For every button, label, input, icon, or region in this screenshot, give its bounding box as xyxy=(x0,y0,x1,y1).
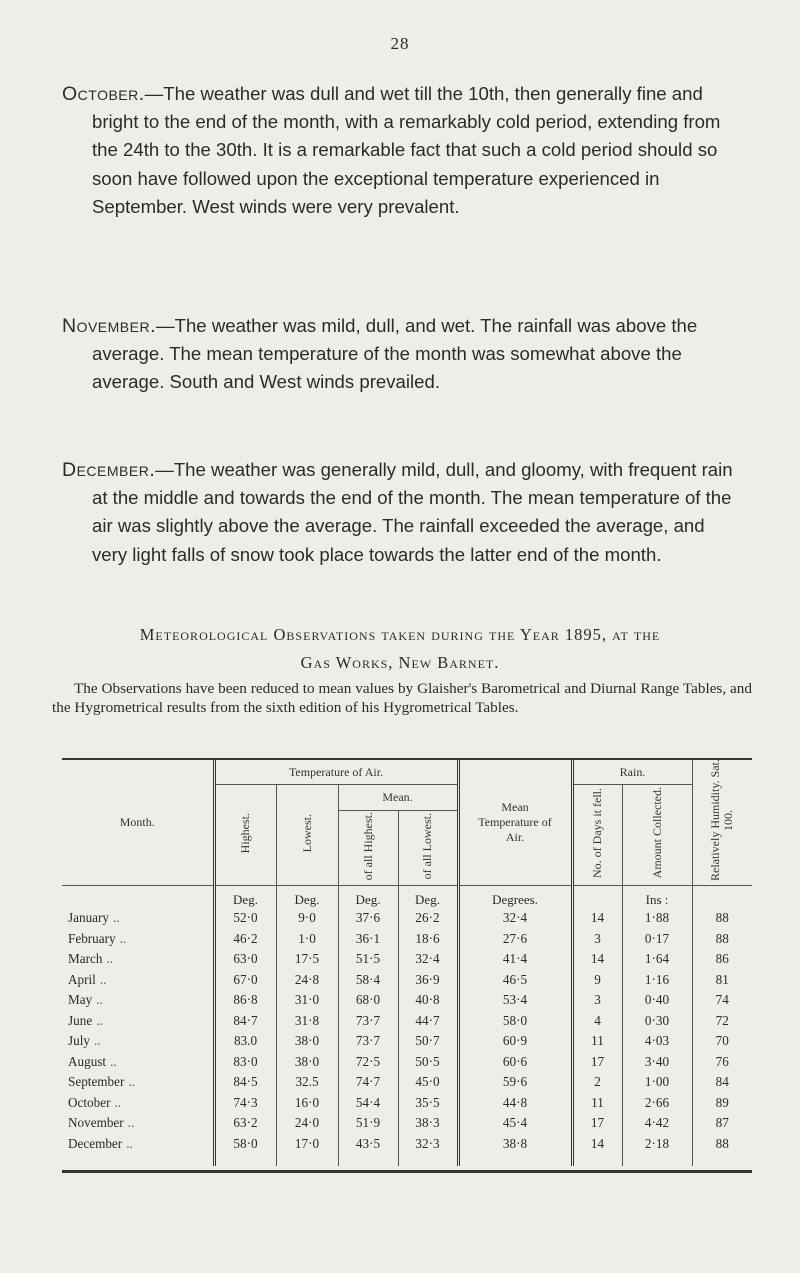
table-bottom-rule xyxy=(62,1170,752,1173)
rain-amount-cell: 2·18 xyxy=(622,1134,692,1155)
humidity-cell: 88 xyxy=(692,908,752,929)
paragraph-heading: October. xyxy=(62,83,145,105)
lowest-cell: 38·0 xyxy=(276,1052,338,1073)
lowest-cell: 1·0 xyxy=(276,929,338,950)
table-row xyxy=(62,1072,752,1093)
month-name: June xyxy=(68,1012,93,1028)
lowest-cell: 31·0 xyxy=(276,990,338,1011)
rain-days-cell: 11 xyxy=(572,1031,622,1052)
month-name: May xyxy=(68,992,93,1008)
table-row xyxy=(62,949,752,970)
mean-temp-cell: 58·0 xyxy=(458,1011,572,1032)
rain-days-cell: 3 xyxy=(572,990,622,1011)
humidity-cell: 72 xyxy=(692,1011,752,1032)
leader-dots: .. xyxy=(96,1012,103,1028)
humidity-cell: 88 xyxy=(692,1134,752,1155)
table-row xyxy=(62,1093,752,1114)
month-cell xyxy=(62,1093,214,1114)
unit-cell: Deg. xyxy=(338,886,398,909)
month-cell xyxy=(62,1011,214,1032)
table-row xyxy=(62,1052,752,1073)
paragraph-december xyxy=(62,456,744,569)
table-row xyxy=(62,1031,752,1052)
table-row xyxy=(62,929,752,950)
rain-days-cell: 14 xyxy=(572,1134,622,1155)
lowest-cell: 16·0 xyxy=(276,1093,338,1114)
leader-dots: .. xyxy=(113,910,120,926)
rain-amount-cell: 1·16 xyxy=(622,970,692,991)
mean-temp-cell: 45·4 xyxy=(458,1113,572,1134)
header-mean-temperature: Mean Temperature of Air. xyxy=(458,760,572,886)
rain-days-cell: 9 xyxy=(572,970,622,991)
mean-temp-cell: 60·6 xyxy=(458,1052,572,1073)
observations-title-line: Meteorological Observations taken during the Year 1895, at the xyxy=(139,625,661,644)
paragraph-october xyxy=(62,80,744,221)
month-name: November xyxy=(68,1115,124,1131)
padding-cell xyxy=(572,1154,622,1166)
mean-lowest-cell: 50·5 xyxy=(398,1052,458,1073)
mean-highest-cell: 74·7 xyxy=(338,1072,398,1093)
lowest-cell: 17·0 xyxy=(276,1134,338,1155)
mean-temp-cell: 59·6 xyxy=(458,1072,572,1093)
leader-dots: .. xyxy=(106,951,114,967)
lowest-cell: 31·8 xyxy=(276,1011,338,1032)
month-cell xyxy=(62,990,214,1011)
rain-amount-cell: 1·88 xyxy=(622,908,692,929)
header-highest: Highest. xyxy=(214,785,276,886)
highest-cell: 63·0 xyxy=(214,949,276,970)
humidity-cell: 89 xyxy=(692,1093,752,1114)
leader-dots: .. xyxy=(110,1053,117,1069)
rain-amount-cell: 4·03 xyxy=(622,1031,692,1052)
unit-cell: Deg. xyxy=(276,886,338,909)
header-month: Month. xyxy=(119,815,155,829)
month-cell xyxy=(62,1113,214,1134)
leader-dots: .. xyxy=(119,930,127,946)
month-name: February xyxy=(68,930,116,946)
mean-temp-cell: 60·9 xyxy=(458,1031,572,1052)
highest-cell: 67·0 xyxy=(214,970,276,991)
table-padding-row xyxy=(62,1154,752,1166)
paragraph-body: —The weather was dull and wet till the 10th, then generally fine and bright to the end of the month, with a remarkably cold period, extending from the 24th to the 30th. It is a remarkable fact that such a cold period should so soon have followed upon the exceptional temperature experienced in September. West winds were very prevalent. xyxy=(92,83,721,217)
observations-note: The Observations have been reduced to mean values by Glaisher's Barometrical and Diurnal Range Tables, and the Hygrometrical results from the sixth edition of his Hygrometrical Tables. xyxy=(52,680,752,716)
rain-days-cell: 14 xyxy=(572,908,622,929)
lowest-cell: 38·0 xyxy=(276,1031,338,1052)
humidity-cell: 81 xyxy=(692,970,752,991)
humidity-cell: 87 xyxy=(692,1113,752,1134)
mean-highest-cell: 68·0 xyxy=(338,990,398,1011)
month-cell xyxy=(62,1031,214,1052)
lowest-cell: 32.5 xyxy=(276,1072,338,1093)
leader-dots: .. xyxy=(128,1074,135,1090)
lowest-cell: 9·0 xyxy=(276,908,338,929)
leader-dots: .. xyxy=(99,971,107,987)
humidity-cell: 86 xyxy=(692,949,752,970)
unit-cell xyxy=(572,886,622,909)
mean-lowest-cell: 26·2 xyxy=(398,908,458,929)
lowest-cell: 24·8 xyxy=(276,970,338,991)
month-name: January xyxy=(68,910,110,926)
highest-cell: 84·7 xyxy=(214,1011,276,1032)
header-mean-lowest: of all Lowest. xyxy=(398,810,458,885)
rain-days-cell: 11 xyxy=(572,1093,622,1114)
highest-cell: 86·8 xyxy=(214,990,276,1011)
month-name: April xyxy=(68,971,96,987)
humidity-cell: 70 xyxy=(692,1031,752,1052)
padding-cell xyxy=(622,1154,692,1166)
highest-cell: 46·2 xyxy=(214,929,276,950)
mean-lowest-cell: 38·3 xyxy=(398,1113,458,1134)
mean-highest-cell: 73·7 xyxy=(338,1031,398,1052)
mean-temp-cell: 27·6 xyxy=(458,929,572,950)
mean-temp-cell: 44·8 xyxy=(458,1093,572,1114)
highest-cell: 83.0 xyxy=(214,1031,276,1052)
meteorological-table xyxy=(62,758,752,1173)
mean-lowest-cell: 44·7 xyxy=(398,1011,458,1032)
rain-amount-cell: 2·66 xyxy=(622,1093,692,1114)
rain-days-cell: 17 xyxy=(572,1052,622,1073)
month-cell xyxy=(62,970,214,991)
month-name: July xyxy=(68,1033,90,1049)
mean-highest-cell: 36·1 xyxy=(338,929,398,950)
table-row xyxy=(62,1113,752,1134)
paragraph-november xyxy=(62,312,744,397)
rain-amount-cell: 0·40 xyxy=(622,990,692,1011)
paragraph-heading: December. xyxy=(62,459,156,481)
leader-dots: .. xyxy=(114,1094,122,1110)
month-cell xyxy=(62,949,214,970)
table-row xyxy=(62,1134,752,1155)
header-mean-highest: of all Highest. xyxy=(338,810,398,885)
unit-cell xyxy=(692,886,752,909)
month-cell xyxy=(62,929,214,950)
unit-cell: Deg. xyxy=(398,886,458,909)
month-name: September xyxy=(68,1074,125,1090)
highest-cell: 84·5 xyxy=(214,1072,276,1093)
rain-amount-cell: 4·42 xyxy=(622,1113,692,1134)
mean-highest-cell: 51·9 xyxy=(338,1113,398,1134)
units-row xyxy=(62,886,752,909)
month-name: December xyxy=(68,1135,123,1151)
mean-lowest-cell: 18·6 xyxy=(398,929,458,950)
mean-highest-cell: 72·5 xyxy=(338,1052,398,1073)
mean-lowest-cell: 32·3 xyxy=(398,1134,458,1155)
mean-highest-cell: 51·5 xyxy=(338,949,398,970)
leader-dots: .. xyxy=(126,1135,133,1151)
mean-lowest-cell: 35·5 xyxy=(398,1093,458,1114)
mean-temp-cell: 53·4 xyxy=(458,990,572,1011)
mean-highest-cell: 73·7 xyxy=(338,1011,398,1032)
humidity-cell: 76 xyxy=(692,1052,752,1073)
padding-cell xyxy=(398,1154,458,1166)
observations-title-line: Gas Works, New Barnet. xyxy=(300,653,500,672)
mean-lowest-cell: 40·8 xyxy=(398,990,458,1011)
highest-cell: 58·0 xyxy=(214,1134,276,1155)
unit-cell: Ins : xyxy=(622,886,692,909)
rain-amount-cell: 1·00 xyxy=(622,1072,692,1093)
padding-cell xyxy=(276,1154,338,1166)
rain-days-cell: 3 xyxy=(572,929,622,950)
leader-dots: .. xyxy=(127,1115,135,1131)
header-humidity: Relatively Humidity. Sat. 100. xyxy=(692,760,752,886)
mean-highest-cell: 43·5 xyxy=(338,1134,398,1155)
mean-temp-cell: 46·5 xyxy=(458,970,572,991)
page-number: 28 xyxy=(390,34,410,53)
humidity-cell: 88 xyxy=(692,929,752,950)
table-row xyxy=(62,990,752,1011)
rain-amount-cell: 3·40 xyxy=(622,1052,692,1073)
month-name: October xyxy=(68,1094,111,1110)
rain-days-cell: 14 xyxy=(572,949,622,970)
observations-title xyxy=(0,621,800,677)
unit-month xyxy=(62,886,214,909)
rain-days-cell: 17 xyxy=(572,1113,622,1134)
mean-temp-cell: 41·4 xyxy=(458,949,572,970)
header-rain-amount: Amount Collected. xyxy=(622,785,692,886)
padding-cell xyxy=(692,1154,752,1166)
padding-cell xyxy=(338,1154,398,1166)
mean-lowest-cell: 50·7 xyxy=(398,1031,458,1052)
mean-lowest-cell: 36·9 xyxy=(398,970,458,991)
table-row xyxy=(62,970,752,991)
header-rain-group: Rain. xyxy=(572,760,692,785)
padding-cell xyxy=(458,1154,572,1166)
paragraph-heading: November. xyxy=(62,315,157,337)
header-rain-days: No. of Days it fell. xyxy=(572,785,622,886)
unit-cell: Degrees. xyxy=(458,886,572,909)
mean-temp-cell: 32·4 xyxy=(458,908,572,929)
mean-highest-cell: 58·4 xyxy=(338,970,398,991)
highest-cell: 83·0 xyxy=(214,1052,276,1073)
rain-days-cell: 2 xyxy=(572,1072,622,1093)
month-cell xyxy=(62,1072,214,1093)
lowest-cell: 24·0 xyxy=(276,1113,338,1134)
rain-amount-cell: 0·30 xyxy=(622,1011,692,1032)
highest-cell: 63·2 xyxy=(214,1113,276,1134)
rain-days-cell: 4 xyxy=(572,1011,622,1032)
header-temperature-group: Temperature of Air. xyxy=(214,760,458,785)
rain-amount-cell: 0·17 xyxy=(622,929,692,950)
padding-cell xyxy=(62,1154,214,1166)
paragraph-body: —The weather was generally mild, dull, and gloomy, with frequent rain at the middle and towards the end of the month. The mean temperature of the air was slightly above the average. The rainfall exceeded the average, and very light falls of snow took place towards the latter end of the month. xyxy=(92,459,733,565)
month-cell xyxy=(62,908,214,929)
mean-lowest-cell: 45·0 xyxy=(398,1072,458,1093)
mean-lowest-cell: 32·4 xyxy=(398,949,458,970)
table-row xyxy=(62,908,752,929)
month-cell xyxy=(62,1134,214,1155)
table-body xyxy=(62,886,752,1167)
month-cell xyxy=(62,1052,214,1073)
rain-amount-cell: 1·64 xyxy=(622,949,692,970)
month-name: August xyxy=(68,1053,107,1069)
leader-dots: .. xyxy=(96,992,103,1008)
unit-cell: Deg. xyxy=(214,886,276,909)
humidity-cell: 74 xyxy=(692,990,752,1011)
paragraph-body: —The weather was mild, dull, and wet. The rainfall was above the average. The mean temperature of the month was somewhat above the average. South and West winds prevailed. xyxy=(92,315,698,393)
month-name: March xyxy=(68,951,103,967)
highest-cell: 52·0 xyxy=(214,908,276,929)
lowest-cell: 17·5 xyxy=(276,949,338,970)
leader-dots: .. xyxy=(93,1033,101,1049)
table-row xyxy=(62,1011,752,1032)
padding-cell xyxy=(214,1154,276,1166)
mean-highest-cell: 54·4 xyxy=(338,1093,398,1114)
header-mean-group: Mean. xyxy=(338,785,458,811)
mean-highest-cell: 37·6 xyxy=(338,908,398,929)
mean-temp-cell: 38·8 xyxy=(458,1134,572,1155)
header-lowest: Lowest. xyxy=(276,785,338,886)
highest-cell: 74·3 xyxy=(214,1093,276,1114)
humidity-cell: 84 xyxy=(692,1072,752,1093)
